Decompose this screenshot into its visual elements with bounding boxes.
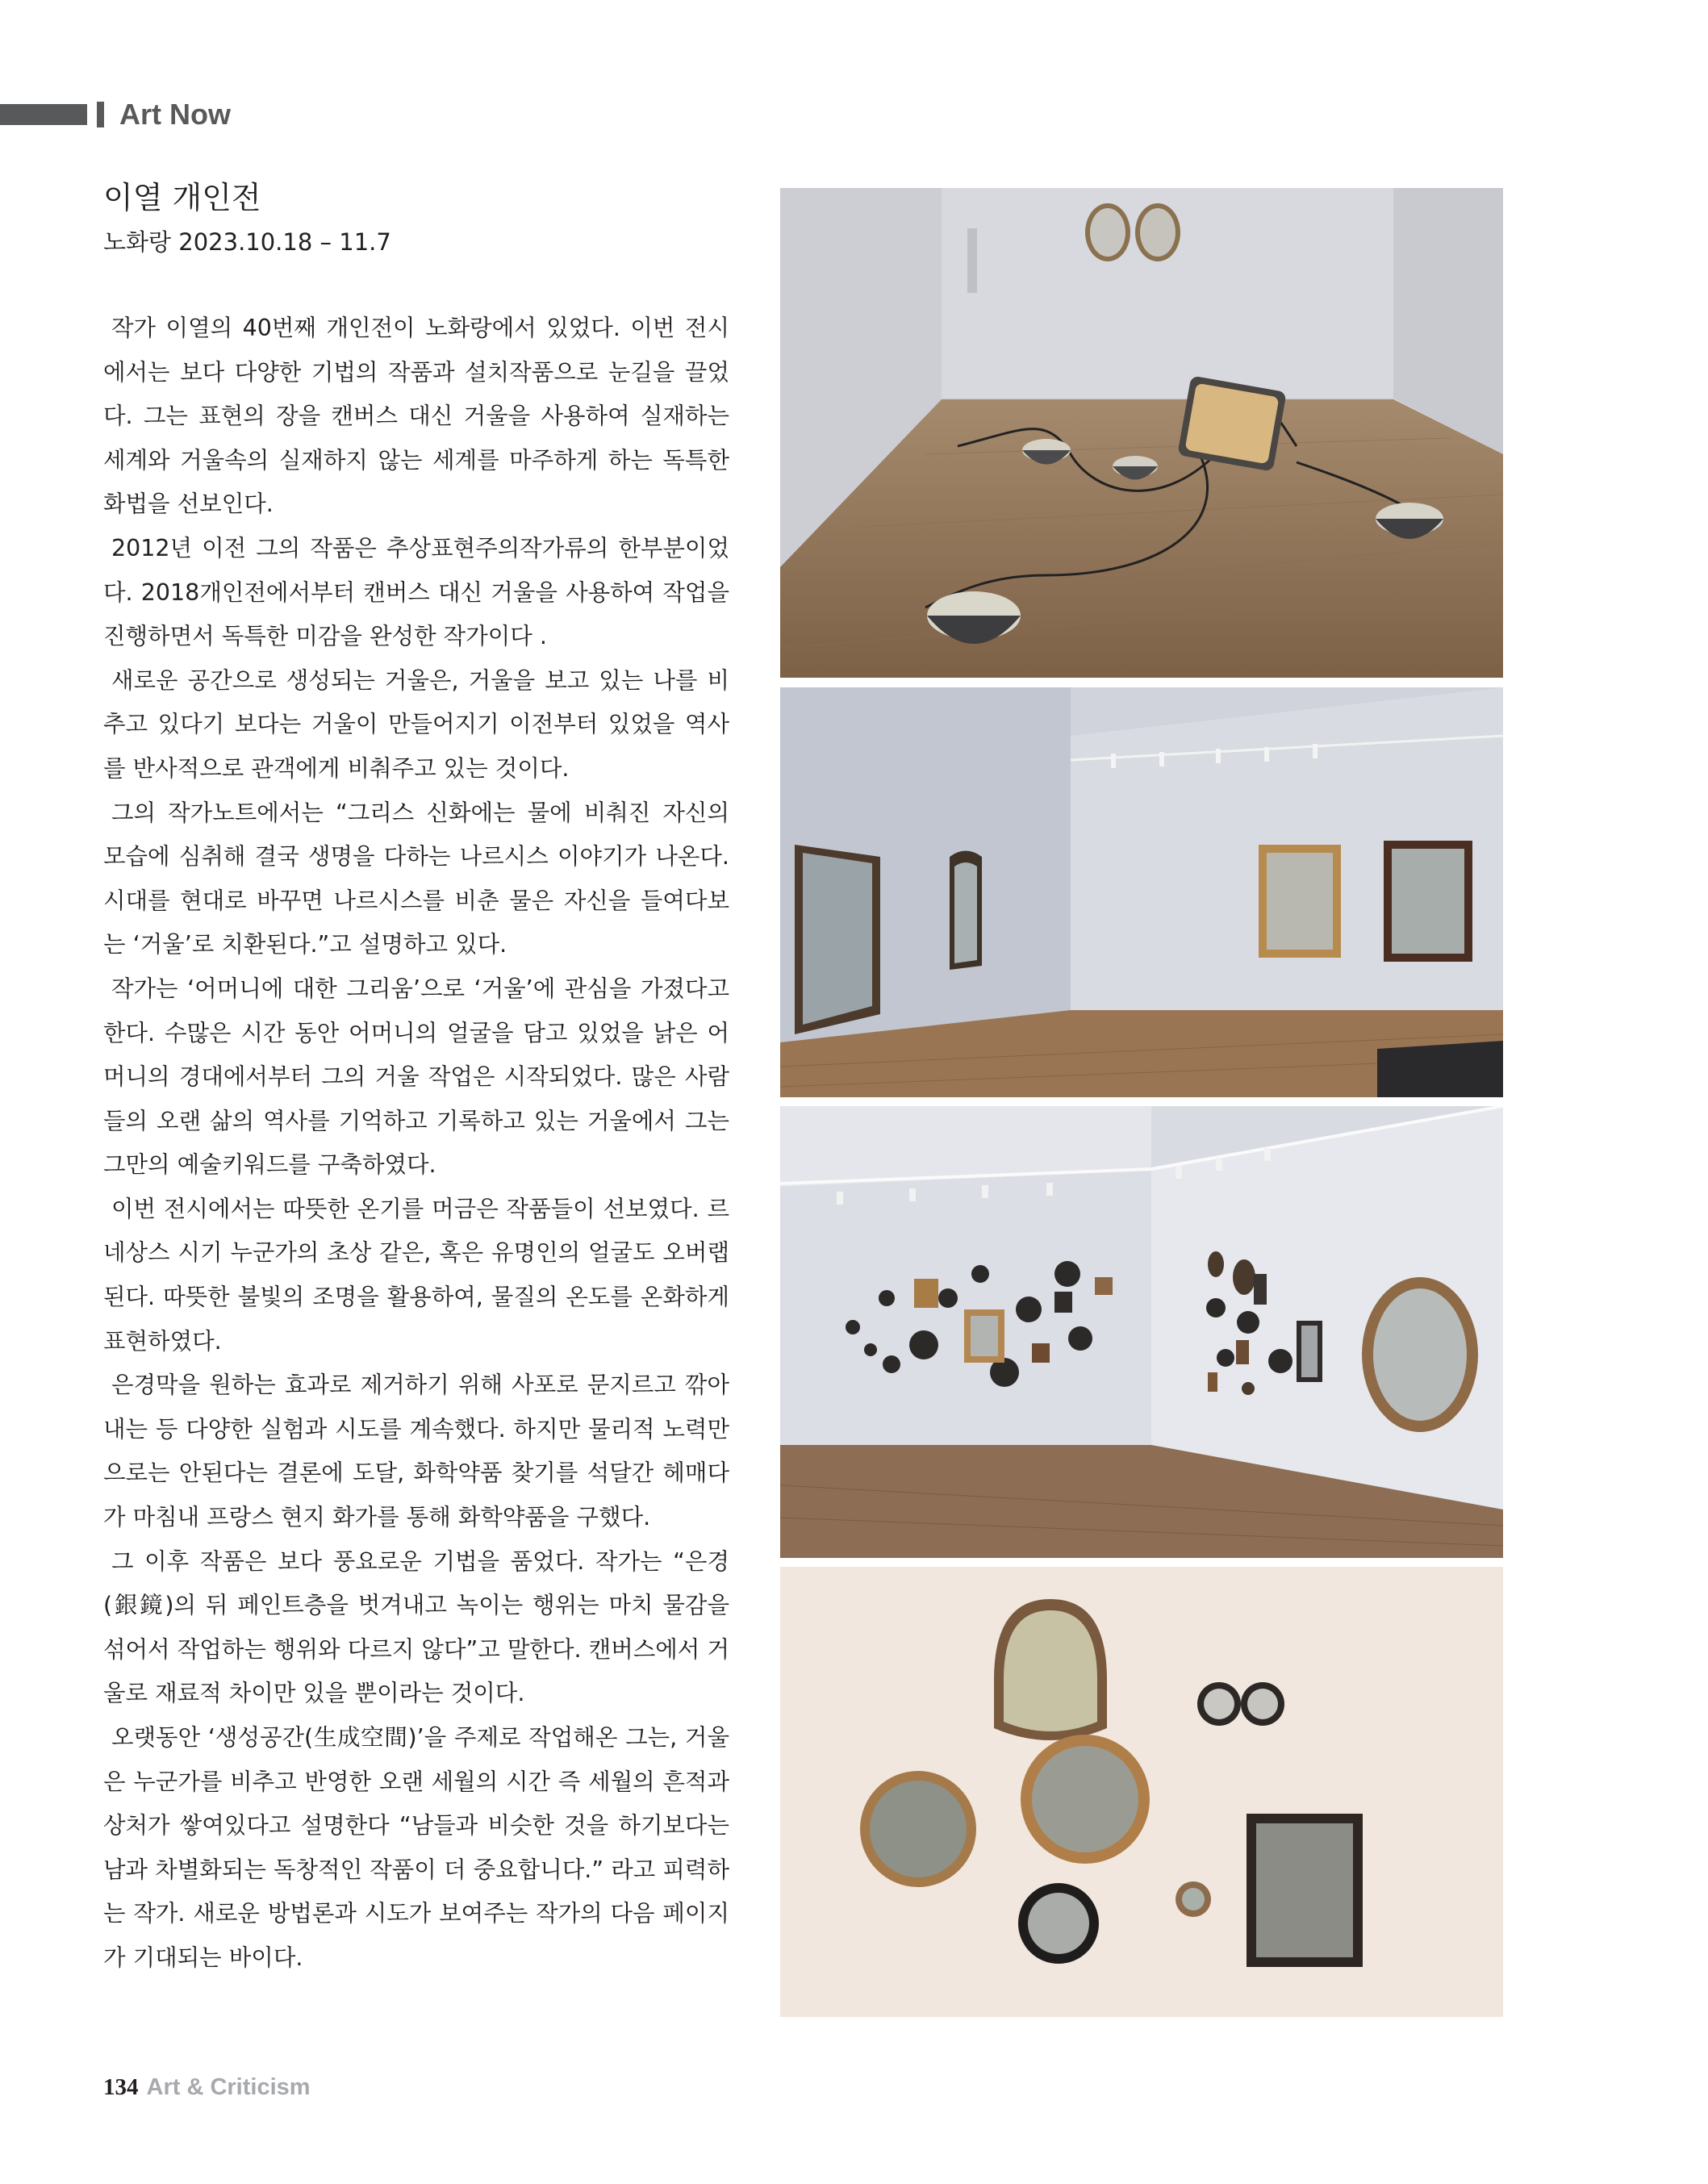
section-marker-tick xyxy=(97,102,104,127)
page-footer xyxy=(103,2070,311,2103)
paragraph: 이번 전시에서는 따뜻한 온기를 머금은 작품들이 선보였다. 르네상스 시기 누군가의 초상 같은, 혹은 유명인의 얼굴도 오버랩 된다. 따뜻한 불빛의 조명을 활용하여, 물질의 온도를 온화하게 표현하였다. xyxy=(103,1195,729,1355)
paragraph: 2012년 이전 그의 작품은 추상표현주의작가류의 한부분이었다. 2018개인전에서부터 캔버스 대신 거울을 사용하여 작업을 진행하면서 독특한 미감을 완성한 작가이다 . xyxy=(103,534,729,650)
article-title: 이열 개인전 xyxy=(103,180,261,215)
article-body xyxy=(103,307,729,1981)
photo-gallery-wall-cluster xyxy=(780,1106,1503,1558)
photo-gallery-corner xyxy=(780,687,1503,1097)
page-number: 134 xyxy=(103,2074,139,2100)
paragraph: 그의 작가노트에서는 “그리스 신화에는 물에 비춰진 자신의 모습에 심취해 결국 생명을 다하는 나르시스 이야기가 나온다. 시대를 현대로 바꾸면 나르시스를 비춘 물은 자신을 들여다보는 ‘거울’로 치환된다.”고 설명하고 있다. xyxy=(103,799,729,958)
paragraph: 그 이후 작품은 보다 풍요로운 기법을 품었다. 작가는 “은경(銀鏡)의 뒤 페인트층을 벗겨내고 녹이는 행위는 마치 물감을 섞어서 작업하는 행위와 다르지 않다”고 말한다. 캔버스에서 거울로 재료적 차이만 있을 뿐이라는 것이다. xyxy=(103,1547,729,1707)
section-marker-bar xyxy=(0,104,87,125)
paragraph: 오랫동안 ‘생성공간(生成空間)’을 주제로 작업해온 그는, 거울은 누군가를 비추고 반영한 오랜 세월의 시간 즉 세월의 흔적과 상처가 쌓여있다고 설명한다 “남들과 비슷한 것을 하기보다는 남과 차별화되는 독창적인 작품이 더 중요합니다.” 라고 피력하는 작가. 새로운 방법론과 시도가 보여주는 작가의 다음 페이지가 기대되는 바이다. xyxy=(103,1724,729,1971)
article-subtitle: 노화랑 2023.10.18 – 11.7 xyxy=(103,228,391,256)
paragraph: 작가 이열의 40번째 개인전이 노화랑에서 있었다. 이번 전시에서는 보다 다양한 기법의 작품과 설치작품으로 눈길을 끌었다. 그는 표현의 장을 캔버스 대신 거울을 사용하여 실재하는 세계와 거울속의 실재하지 않는 세계를 마주하게 하는 독특한 화법을 선보인다. xyxy=(103,315,729,518)
photo-installation-floor xyxy=(780,188,1503,678)
section-label: Art Now xyxy=(119,98,231,131)
paragraph: 작가는 ‘어머니에 대한 그리움’으로 ‘거울’에 관심을 가졌다고 한다. 수많은 시간 동안 어머니의 얼굴을 담고 있었을 낡은 어머니의 경대에서부터 그의 거울 작업은 시작되었다. 많은 사람들의 오랜 삶의 역사를 기억하고 기록하고 있는 거울에서 그는 그만의 예술키워드를 구축하였다. xyxy=(103,975,729,1179)
paragraph: 은경막을 원하는 효과로 제거하기 위해 사포로 문지르고 깎아내는 등 다양한 실험과 시도를 계속했다. 하지만 물리적 노력만으로는 안된다는 결론에 도달, 화학약품 찾기를 석달간 헤매다가 마침내 프랑스 현지 화가를 통해 화학약품을 구했다. xyxy=(103,1372,729,1531)
paragraph: 새로운 공간으로 생성되는 거울은, 거울을 보고 있는 나를 비추고 있다기 보다는 거울이 만들어지기 이전부터 있었을 역사를 반사적으로 관객에게 비춰주고 있는 것이다. xyxy=(103,666,729,782)
magazine-name: Art & Criticism xyxy=(146,2074,311,2100)
photo-wall-detail xyxy=(780,1567,1503,2017)
